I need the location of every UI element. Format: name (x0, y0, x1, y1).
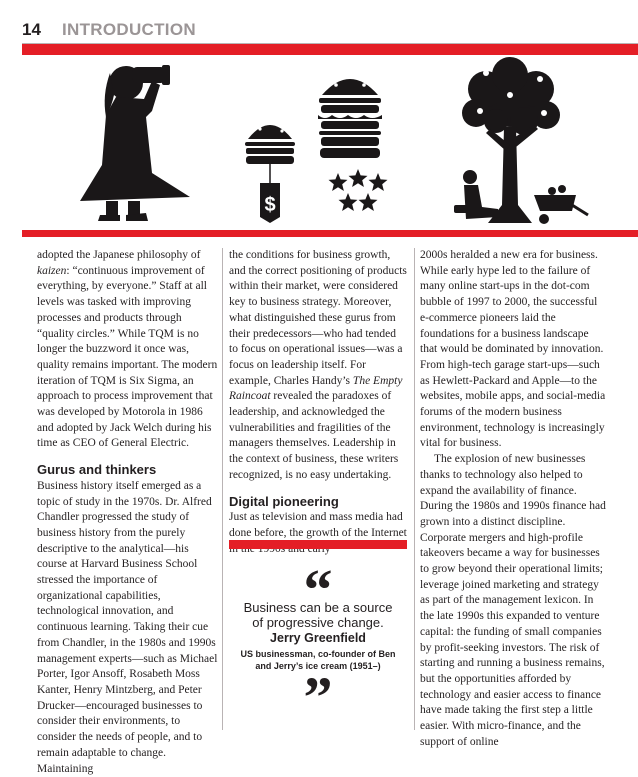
kaizen-term: kaizen (37, 264, 67, 277)
quote-text: Business can be a source of progressive change. (243, 600, 393, 630)
burger-large-icon (318, 75, 382, 158)
price-tag-symbol: $ (264, 194, 276, 216)
quote-author: Jerry Greenfield (270, 631, 366, 645)
section-title: INTRODUCTION (62, 20, 196, 39)
heading-gurus-and-thinkers: Gurus and thinkers (37, 462, 157, 478)
column2-paragraph-1: the conditions for business growth, and the correct positioning of products within their market, were considered key to business strategy. Moreover, what distinguished these gurus from their predecessors—who had tended to focus on operational issues—was a focus on leadership itself. For example, Charles Handy’s The Empty Raincoat revealed the paradoxes of leadership, and acknowledged the vulnerabilities and fragilities of the managers themselves. Leadership in the context of business, these writers recognized, is no easy undertaking. (229, 249, 407, 481)
person-sitting-icon (454, 170, 498, 219)
heading-digital-pioneering: Digital pioneering (229, 493, 339, 509)
column3-paragraph-2: The explosion of new businesses thanks to technology also helped to expand the availability of finance. During the 1980s and 1990s finance had grown into a distinct discipline. Corporate mergers and high-profile takeovers became a way for businesses to grow beyond their operational limits; leverage joined marketing and strategy as part of the management lexicon. In the late 1990s this expanded to venture capital: the funding of small companies by profit-seeking investors. The risk of starting and running a business remains, but the opportunities afforded by technology and easier access to finance have made taking the first step a little easier. With micro-finance, and the support of online (420, 453, 606, 748)
column-divider-1 (222, 248, 223, 730)
woman-binoculars-icon (80, 65, 190, 221)
column3-paragraph-1: 2000s heralded a new era for business. While early hype led to the failure of many online start-ups in the dot-com bubble of 1997 to 2000, the successful e-commerce pioneers laid the foundations for a business landscape that would be dominated by innovation. From high-tech garage start-ups—such as Hewlett-Packard and Apple—to the websites, mobile apps, and social-media forums of the modern business environment, technology is increasingly vital for business. (420, 249, 606, 450)
pull-quote (229, 540, 407, 730)
quote-author-role: US businessman, co-founder of Ben and Jerry’s ice cream (1951–) (240, 649, 396, 671)
book-title: The Empty Raincoat (229, 374, 403, 403)
page-number: 14 (22, 20, 41, 39)
open-quote-mark: “ (303, 557, 333, 622)
text-column-2 (229, 248, 407, 557)
column1-paragraph-2: Business history itself emerged as a topic of study in the 1970s. Dr. Alfred Chandler progressed the study of business history from the purely descriptive to the analytical—his course at Harvard Business School stressed the importance of organizational capabilities, technological innovation, and continuous learning. Taking their cue from Chandler, in the 1980s and 1990s management experts—such as Michael Porter, Igor Ansoff, Rosabeth Moss Kanter, Henry Mintzberg, and Peter Drucker—encouraged businesses to consider their environments, to consider the needs of people, and to remain adaptable to change. Maintaining (37, 479, 218, 775)
close-quote-mark: ” (303, 665, 333, 730)
wheelbarrow-icon (534, 185, 588, 224)
column-divider-2 (414, 248, 415, 730)
lower-red-bar (22, 230, 638, 237)
text-column-1 (37, 248, 220, 777)
column1-paragraph-1: adopted the Japanese philosophy of kaizen: “continuous improvement of everything, by everyone.” Staff at all levels was tasked with improving processes and products through “quality circles.” While TQM is no longer the buzzword it once was, quality remains important. The modern iteration of TQM is Six Sigma, an approach to process improvement that was developed by Motorola in 1986 and adopted by Jack Welch during his time as CEO of General Electric. (37, 249, 218, 450)
text-column-3 (420, 248, 606, 751)
illustration-strip (40, 55, 600, 230)
top-red-bar (22, 44, 638, 55)
rating-stars-icon (329, 169, 388, 211)
page-header (0, 0, 638, 48)
column2-paragraph-2: Just as television and mass media had done before, the growth of the Internet (229, 511, 407, 539)
